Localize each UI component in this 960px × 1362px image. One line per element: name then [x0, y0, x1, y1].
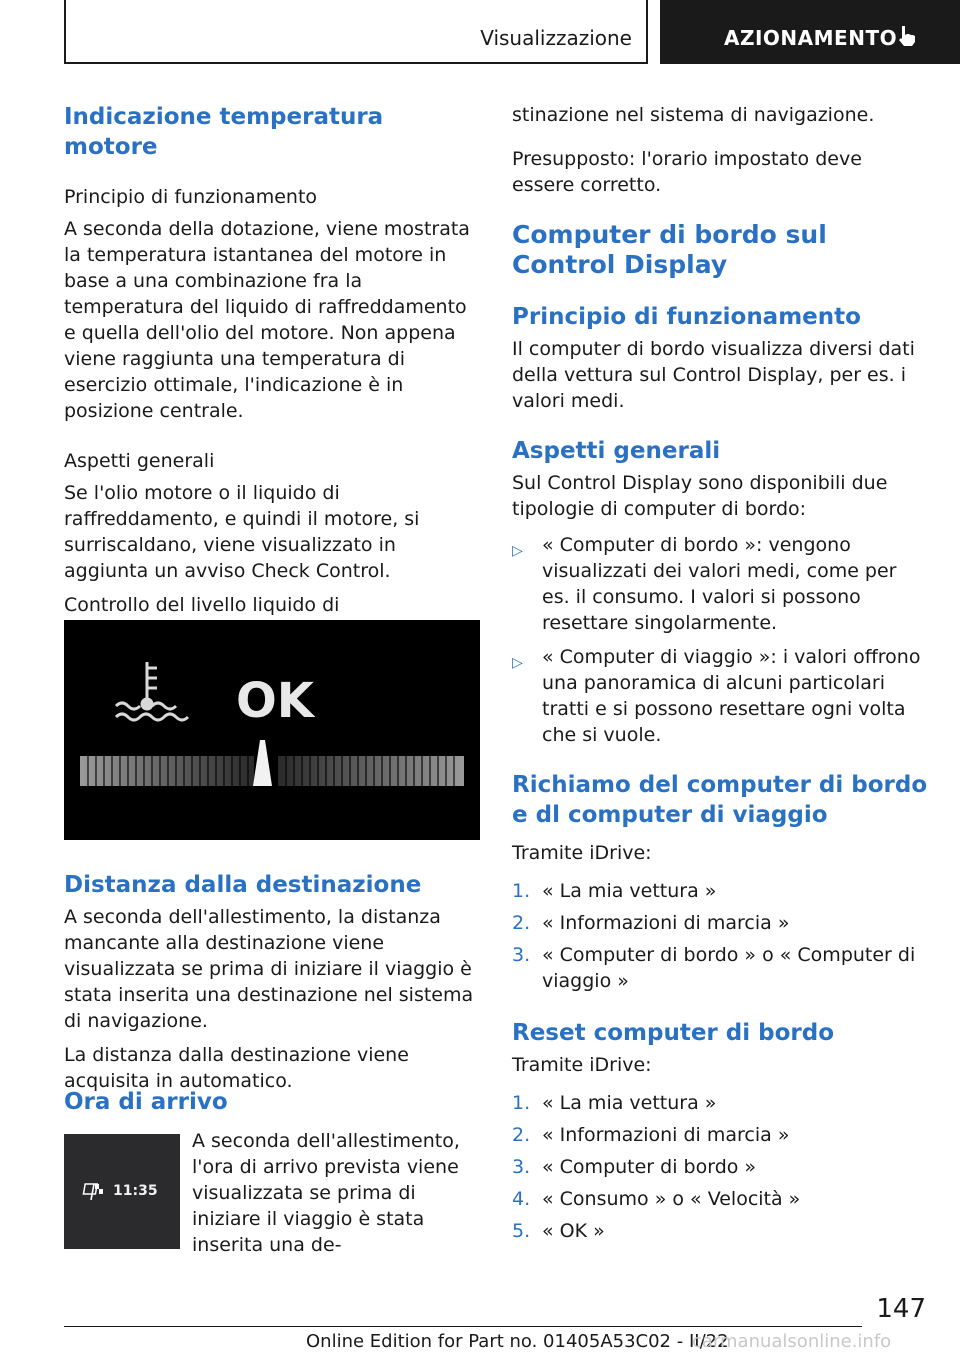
computer-general-heading: Aspetti generali	[512, 438, 721, 464]
arrival-text-block	[192, 1128, 484, 1258]
arrival-time-image	[64, 1134, 180, 1249]
computer-types-list	[512, 532, 928, 748]
list-item: 4. « Consumo » o « Velocità »	[512, 1188, 801, 1210]
coolant-thermometer-icon	[116, 662, 188, 720]
distance-section	[64, 870, 484, 1094]
recall-heading: Richiamo del computer di bordo e dl computer di viaggio	[512, 772, 928, 828]
footer-divider	[64, 1326, 862, 1327]
coolant-reference: Controllo del livello liquido di	[64, 592, 484, 644]
right-column	[512, 102, 928, 1244]
arrival-text: A seconda dell'allestimento, l'ora di arrivo prevista viene visualizzata se prima di iniziare il viaggio è stata inserita una de-	[192, 1130, 460, 1256]
prerequisite-text: Presupposto: l'orario impostato deve essere corretto.	[512, 148, 862, 196]
arrival-time-display	[64, 1134, 180, 1249]
engine-temp-general-heading: Aspetti generali	[64, 450, 215, 472]
computer-general-text: Sul Control Display sono disponibili due tipologie di computer di bordo:	[512, 472, 888, 520]
engine-temp-title: Indicazione temperatura motore	[64, 104, 384, 160]
header-section-tab	[64, 0, 648, 64]
gauge-ok-text: OK	[236, 673, 314, 729]
computer-principle-text: Il computer di bordo visualizza diversi dati della vettura sul Control Display, per es. i valori medi.	[512, 338, 915, 412]
navigation-continuation: stinazione nel sistema di navigazione.	[512, 104, 875, 126]
engine-temp-principle-text: A seconda della dotazione, viene mostrata la temperatura istantanea del motore in base a una combinazione fra la temperatura del liquido di raffreddamento e quella dell'olio del motore. Non appena viene raggiunta una temperatura di esercizio ottimale, l'indicazione è in posizione centrale.	[64, 218, 470, 422]
computer-principle-heading: Principio di funzionamento	[512, 304, 861, 330]
engine-temp-display-image	[64, 620, 480, 840]
list-item: 2. « Informazioni di marcia »	[512, 1124, 790, 1146]
gauge-needle	[253, 740, 272, 786]
engine-temp-section	[64, 102, 484, 694]
engine-temp-general-text: Se l'olio motore o il liquido di raffreddamento, e quindi il motore, si surriscaldano, viene visualizzato in aggiunta un avviso Check Control.	[64, 482, 420, 582]
arrival-title: Ora di arrivo	[64, 1089, 228, 1115]
hand-pointer-icon	[896, 24, 918, 48]
list-item: 1. « La mia vettura »	[512, 880, 717, 902]
reset-via: Tramite iDrive:	[512, 1054, 652, 1076]
page-number: 147	[876, 1294, 926, 1324]
distance-text-1: A seconda dell'allestimento, la distanza mancante alla destinazione viene visualizzata se prima di iniziare il viaggio è stata inserita una destinazione nel sistema di navigazione.	[64, 906, 474, 1032]
computer-title: Computer di bordo sul Control Display	[512, 220, 827, 279]
list-item: ▷ « Computer di viaggio »: i valori offrono una panoramica di alcuni particolari tratti e si possono resettare ogni volta che si vuole.	[512, 646, 921, 746]
recall-steps-list	[512, 878, 928, 994]
triangle-bullet-icon: ▷	[512, 543, 523, 559]
engine-temp-gauge	[64, 620, 480, 840]
recall-via: Tramite iDrive:	[512, 842, 652, 864]
arrival-time-text: 11:35	[113, 1183, 158, 1199]
footer-edition: Online Edition for Part no. 01405A53C02 - II/22	[306, 1331, 729, 1352]
list-item: 3. « Computer di bordo » o « Computer di viaggio »	[512, 944, 916, 992]
list-item: 2. « Informazioni di marcia »	[512, 912, 790, 934]
header-section-title: Visualizzazione	[480, 26, 632, 50]
reset-heading: Reset computer di bordo	[512, 1020, 835, 1046]
triangle-bullet-icon: ▷	[512, 655, 523, 671]
distance-title: Distanza dalla destinazione	[64, 872, 422, 898]
footer-watermark: carmanualsonline.info	[692, 1331, 892, 1352]
distance-text-2: La distanza dalla destinazione viene acquisita in automatico.	[64, 1044, 409, 1092]
list-item: 3. « Computer di bordo »	[512, 1156, 757, 1178]
list-item: 1. « La mia vettura »	[512, 1092, 717, 1114]
engine-temp-principle-heading: Principio di funzionamento	[64, 186, 318, 208]
checkered-flag-icon	[83, 1184, 103, 1200]
gauge-bar-right	[278, 756, 464, 786]
list-item: 5. « OK »	[512, 1220, 605, 1242]
header-chapter-tab	[660, 0, 960, 64]
reset-steps-list	[512, 1090, 928, 1244]
arrival-section	[64, 1087, 484, 1117]
header-chapter-title: AZIONAMENTO	[724, 26, 898, 50]
list-item: ▷ « Computer di bordo »: vengono visualizzati dei valori medi, come per es. il consumo. I valori si possono resettare singolarmente.	[512, 534, 897, 634]
